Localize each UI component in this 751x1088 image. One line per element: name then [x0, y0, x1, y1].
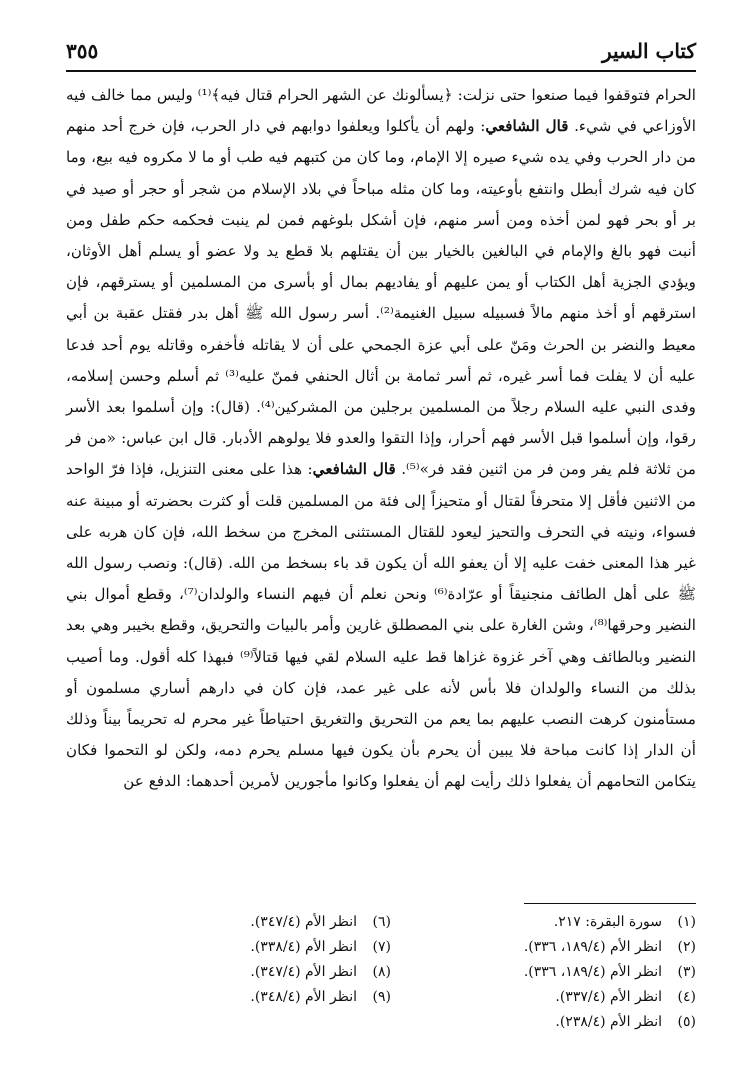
footnote	[161, 935, 391, 960]
footnote-text: انظر الأم (٢٣٨/٤).	[555, 1014, 662, 1030]
footnote-number: (٧)	[372, 939, 391, 955]
header-divider	[66, 70, 696, 72]
footnote	[466, 985, 696, 1010]
chapter-title: كتاب السير	[601, 39, 696, 63]
footnote	[161, 910, 391, 935]
footnote	[161, 960, 391, 985]
footnote-number: (٥)	[677, 1014, 696, 1030]
footnote-number: (٢)	[677, 939, 696, 955]
footnote-text: انظر الأم (١٨٩/٤، ٣٣٦).	[523, 964, 662, 980]
footnote-number: (٤)	[677, 989, 696, 1005]
footnote-text: انظر الأم (٣٣٨/٤).	[250, 939, 357, 955]
text-segment-2: : ولهم أن يأكلوا ويعلفوا دوابهم في دار الحرب، فإن خرج أحد منهم من دار الحرب وفي يده شيء صيره إلا الإمام، وما كان من كتبهم فيه طب أو ما لا مكروه فيه بيع، وما كان فيه شرك أبطل وانتفع بأوعيته، وما كان مثله مباحاً في بلاد الإسلام من شجر أو حجر أو صيد في بر أو بحر فهو لمن أخذه ومن أسر منهم، فإن أشكل بلوغهم فمن لم ينبت فحكمه حكم طفل ومن أنبت فهو بالغ والإمام في البالغين بالخيار بين أن يقتلهم بلا قطع يد ولا عضو أو يسلم أهل الأوثان، ويؤدي الجزية أهل الكتاب أو يمن عليهم أو يفاديهم بمال أو بأسرى من المسلمين أو يسترقهم، فإن استرقهم أو أخذ منهم مالاً فسبيله سبيل الغنيمة⁽²⁾. أسر رسول الله ﷺ أهل بدر فقتل عقبة بن أبي معيط والنضر بن الحرث ومَنّ على أبي عزة الجمحي على أن لا يقاتله فأخفره وقاتله يوم أحد فدعا عليه أن لا يفلت فما أسر غيره، ثم أسر ثمامة بن أثال الحنفي فمنّ عليه⁽³⁾ ثم أسلم وحسن إسلامه، وفدى النبي عليه السلام رجلاً من المسلمين برجلين من المشركين⁽⁴⁾. (قال): وإن أسلموا بعد الأسر رقوا، وإن أسلموا قبل الأسر فهم أحرار، وإذا التقوا والعدو فلا يولوهم الأدبار. قال ابن عباس: «من فر من ثلاثة فلم يفر ومن فر من اثنين فقد فر»⁽⁵⁾.	[66, 117, 696, 479]
footnote-number: (٦)	[372, 914, 391, 930]
footnote	[161, 985, 391, 1010]
footnote	[466, 960, 696, 985]
footnote	[466, 1010, 696, 1035]
page-number: ٣٥٥	[66, 39, 99, 63]
footnote-text: انظر الأم (٣٣٧/٤).	[555, 989, 662, 1005]
footnote-number: (٩)	[372, 989, 391, 1005]
footnote	[466, 910, 696, 935]
footnote-divider	[524, 903, 696, 904]
footnotes-left-column	[161, 910, 391, 1010]
footnote-number: (٨)	[372, 964, 391, 980]
footnote-text: سورة البقرة: ٢١٧.	[553, 914, 662, 930]
text-segment-3: : هذا على معنى التنزيل، فإذا فرّ الواحد من الاثنين فأقل إلا متحرفاً لقتال أو متحيزاً إلى فئة من المسلمين قلت أو كثرت بحضرته أو مبينة عنه فسواء، ونيته في التحرف والتحيز ليعود للقتال المستثنى المخرج من سخط الله، فإن كان هربه على غير هذا المعنى خفت عليه إلا أن يعفو الله أن يكون قد باء بسخط من الله. (قال): ونصب رسول الله ﷺ على أهل الطائف منجنيقاً أو عرّادة⁽⁶⁾ ونحن نعلم أن فيهم النساء والولدان⁽⁷⁾، وقطع أموال بني النضير وحرقها⁽⁸⁾، وشن الغارة على بني المصطلق غارين وأمر بالبيات والتحريق، وقطع بخيبر وهي بعد النضير وبالطائف وهي آخر غزوة غزاها قط عليه السلام لقي فيها قتالاً⁽⁹⁾ فبهذا كله أقول. وما أصيب بذلك من النساء والولدان فلا بأس لأنه على غير عمد، فإن كان في دارهم أساري مسلمون أو مستأمنون كرهت النصب عليهم بما يعم من التحريق والتغريق احتياطاً غير محرم له تحريماً بيناً وذلك أن الدار إذا كانت مباحة فلا يبين أن يحرم بأن يكون فيها مسلم يحرم دمه، ولكن لو التحموا فكان يتكامن التحامهم أن يفعلوا ذلك رأيت لهم أن يفعلوا وكانوا مأجورين لأمرين أحدهما: الدفع عن	[66, 460, 696, 791]
page-header	[66, 36, 696, 70]
footnote-text: انظر الأم (١٨٩/٤، ٣٣٦).	[523, 939, 662, 955]
footnote-number: (١)	[677, 914, 696, 930]
main-text	[66, 80, 696, 798]
main-paragraph	[66, 80, 696, 798]
footnotes-right-column	[466, 910, 696, 1035]
footnote-number: (٣)	[677, 964, 696, 980]
footnote	[466, 935, 696, 960]
footnote-text: انظر الأم (٣٤٨/٤).	[250, 989, 357, 1005]
text-segment-1: الحرام فتوقفوا فيما صنعوا حتى نزلت: ﴿يسألونك عن الشهر الحرام قتال فيه﴾⁽¹⁾ وليس مما خالف فيه الأوزاعي في شيء.	[66, 86, 696, 136]
footnote-text: انظر الأم (٣٤٧/٤).	[250, 914, 357, 930]
footnote-text: انظر الأم (٣٤٧/٤).	[250, 964, 357, 980]
speaker-label-shafii-1: قال الشافعي	[485, 117, 569, 136]
speaker-label-shafii-2: قال الشافعي	[312, 460, 396, 479]
